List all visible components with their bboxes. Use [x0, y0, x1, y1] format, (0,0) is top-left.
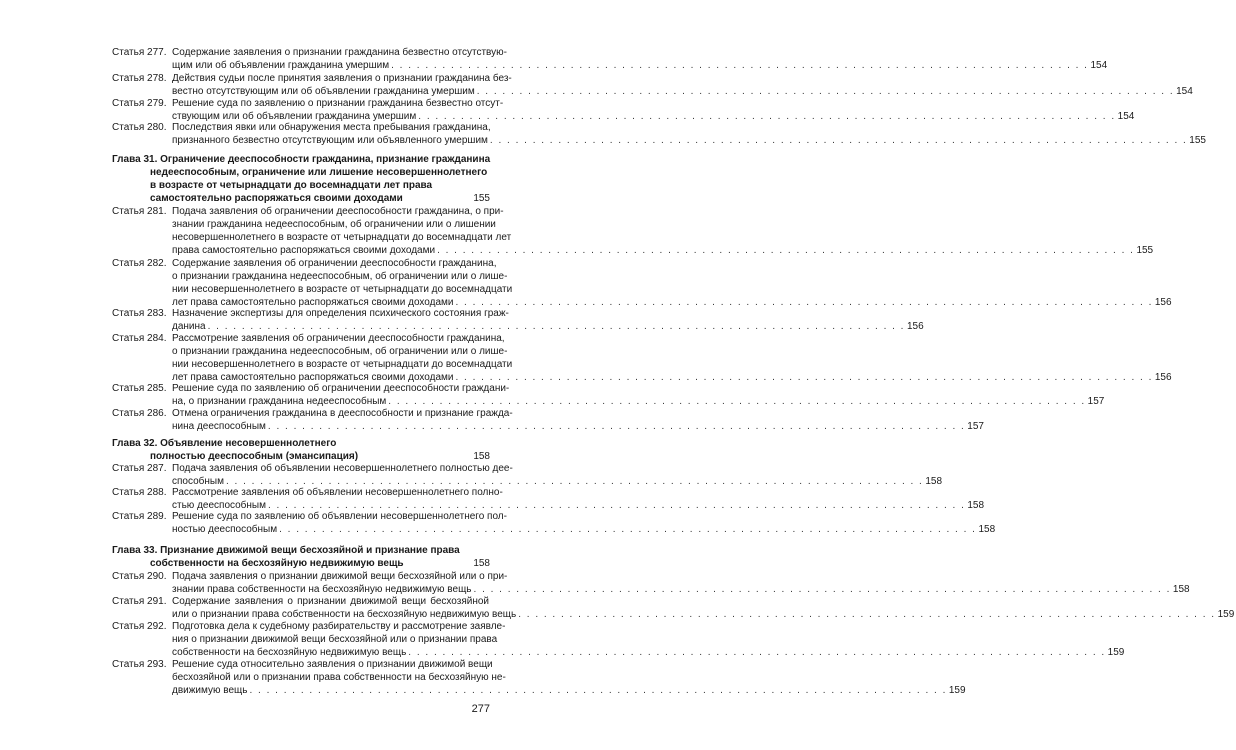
article-title-line: ствующим или об объявлении гражданина умершим [172, 111, 417, 122]
article-title-line: способным [172, 476, 224, 487]
leader-dots [472, 583, 1173, 596]
page-ref: 154 [1176, 86, 1193, 97]
chapter-title-line: самостоятельно распоряжаться своими доходами [150, 193, 403, 204]
article-title-line: знании права собственности на бесхозяйную недвижимую вещь [172, 584, 472, 595]
article-title-line: лет права самостоятельно распоряжаться своими доходами [172, 372, 454, 383]
article-label: Статья 282. [112, 258, 167, 269]
article-label: Статья 288. [112, 487, 167, 498]
article-title-line: о признании гражданина недееспособным, об ограничении или о лише- [172, 346, 508, 357]
page-ref: 156 [906, 321, 924, 332]
page-ref: 157 [967, 421, 984, 432]
article-title-line: знании гражданина недееспособным, об ограничении или о лишении [172, 219, 496, 230]
page-ref: 154 [1090, 60, 1108, 71]
page-ref: 156 [1154, 297, 1172, 308]
article-title-line: несовершеннолетнего в возрасте от четырнадцати до восемнадцати лет [172, 232, 512, 243]
leader-dots [247, 684, 948, 697]
page-ref: 155 [473, 193, 490, 204]
page-ref: 154 [1117, 111, 1135, 122]
article-label: Статья 291. [112, 596, 167, 607]
leader-dots [404, 557, 472, 570]
article-title-line: Решение суда относительно заявления о признании движимой вещи [172, 659, 493, 670]
article-label: Статья 277. [112, 47, 167, 58]
article-title-line: ностью дееспособным [172, 524, 278, 535]
article-title-line: нина дееспособным [172, 421, 266, 432]
article-label: Статья 279. [112, 98, 167, 109]
page-ref: 158 [967, 500, 985, 511]
page-ref: 155 [1136, 245, 1154, 256]
page-ref: 159 [1217, 609, 1235, 620]
page-ref: 158 [925, 476, 943, 487]
article-title-line: стью дееспособным [172, 500, 266, 511]
article-title-line: Рассмотрение заявления об ограничении дееспособности гражданина, [172, 333, 505, 344]
chapter-title-line: в возрасте от четырнадцати до восемнадцати лет права [150, 180, 433, 191]
article-title-line: Содержание заявления о признании гражданина безвестно отсутствую- [172, 47, 507, 58]
article-title-line: Содержание заявления об ограничении дееспособности гражданина, [172, 258, 497, 269]
article-title-line: Последствия явки или обнаружения места пребывания гражданина, [172, 122, 491, 133]
article-label: Статья 278. [112, 73, 167, 84]
article-label: Статья 290. [112, 571, 167, 582]
page-ref: 158 [978, 524, 996, 535]
leader-dots [416, 110, 1117, 123]
article-title-line: Подача заявления об объявлении несовершеннолетнего полностью дее- [172, 463, 513, 474]
article-title-line: Подготовка дела к судебному разбирательству и рассмотрение заявле- [172, 621, 506, 632]
leader-dots [453, 371, 1154, 384]
leader-dots [435, 244, 1136, 257]
page-ref: 155 [1189, 135, 1206, 146]
page-ref: 156 [1154, 372, 1172, 383]
article-title-line: Отмена ограничения гражданина в дееспособности и признание гражда- [172, 408, 513, 419]
article-title-line: бесхозяйной или о признании права собственности на бесхозяйную не- [172, 672, 506, 683]
leader-dots [277, 523, 978, 536]
article-title-line: собственности на бесхозяйную недвижимую вещь [172, 647, 407, 658]
article-title-line: признанного безвестно отсутствующим или объявленного умершим [172, 135, 488, 146]
article-title-line: нии несовершеннолетнего в возрасте от четырнадцати до восемнадцати [172, 359, 513, 370]
article-label: Статья 293. [112, 659, 167, 670]
article-label: Статья 285. [112, 383, 167, 394]
article-title-line: Подача заявления об ограничении дееспособности гражданина, о при- [172, 206, 504, 217]
article-label: Статья 289. [112, 511, 167, 522]
leader-dots [389, 59, 1090, 72]
article-label: Статья 283. [112, 308, 167, 319]
article-title-line: Решение суда по заявлению об ограничении дееспособности граждани- [172, 383, 510, 394]
article-title-line: вестно отсутствующим или об объявлении гражданина умершим [172, 86, 475, 97]
article-label: Статья 287. [112, 463, 167, 474]
article-title-line: на, о признании гражданина недееспособным [172, 396, 387, 407]
page-ref: 158 [473, 451, 490, 462]
leader-dots [403, 192, 472, 205]
article-title-line: данина [172, 321, 206, 332]
page-ref: 158 [473, 558, 490, 569]
chapter-title-line: Глава 31. Ограничение дееспособности гражданина, признание гражданина [112, 154, 491, 165]
chapter-title-line: Глава 33. Признание движимой вещи бесхозяйной и признание права [112, 545, 460, 556]
article-title-line: движимую вещь [172, 685, 248, 696]
article-title-line: Назначение экспертизы для определения психического состояния граж- [172, 308, 509, 319]
chapter-title-line: полностью дееспособным (эмансипация) [150, 451, 359, 462]
article-title-line: Рассмотрение заявления об объявлении несовершеннолетнего полно- [172, 487, 503, 498]
article-title-line: Действия судьи после принятия заявления о признании гражданина без- [172, 73, 512, 84]
article-label: Статья 292. [112, 621, 167, 632]
article-title-line: лет права самостоятельно распоряжаться своими доходами [172, 297, 454, 308]
article-title-line: Решение суда по заявлению о признании гражданина безвестно отсут- [172, 98, 504, 109]
article-label: Статья 280. [112, 122, 167, 133]
article-title-line: Решение суда по заявлению об объявлении несовершеннолетнего пол- [172, 511, 507, 522]
page-ref: 159 [1107, 647, 1125, 658]
leader-dots [453, 296, 1154, 309]
leader-dots [266, 420, 967, 433]
article-title-line: ния о признании движимой вещи бесхозяйной или о признании права [172, 634, 498, 645]
leader-dots [406, 646, 1107, 659]
leader-dots [488, 134, 1189, 147]
article-title-line: Содержание заявления о признании движимой вещи бесхозяйной [172, 596, 489, 607]
article-title-line: о признании гражданина недееспособным, об ограничении или о лише- [172, 271, 508, 282]
article-label: Статья 281. [112, 206, 167, 217]
page-ref: 158 [1172, 584, 1190, 595]
leader-dots [386, 395, 1087, 408]
article-label: Статья 284. [112, 333, 167, 344]
article-title-line: Подача заявления о признании движимой вещи бесхозяйной или о при- [172, 571, 508, 582]
chapter-title-line: собственности на бесхозяйную недвижимую вещь [150, 558, 404, 569]
article-title-line: нии несовершеннолетнего в возрасте от четырнадцати до восемнадцати [172, 284, 513, 295]
chapter-title-line: недееспособным, ограничение или лишение несовершеннолетнего [150, 167, 488, 178]
page-ref: 157 [1087, 396, 1105, 407]
leader-dots [475, 85, 1176, 98]
chapter-title-line: Глава 32. Объявление несовершеннолетнего [112, 438, 337, 449]
leader-dots [516, 608, 1217, 621]
article-title-line: щим или об объявлении гражданина умершим [172, 60, 390, 71]
article-label: Статья 286. [112, 408, 167, 419]
article-title-line: права самостоятельно распоряжаться своими доходами [172, 245, 436, 256]
article-title-line: или о признании права собственности на бесхозяйную недвижимую вещь [172, 609, 517, 620]
page-number: 277 [471, 703, 490, 715]
page-ref: 159 [948, 685, 966, 696]
